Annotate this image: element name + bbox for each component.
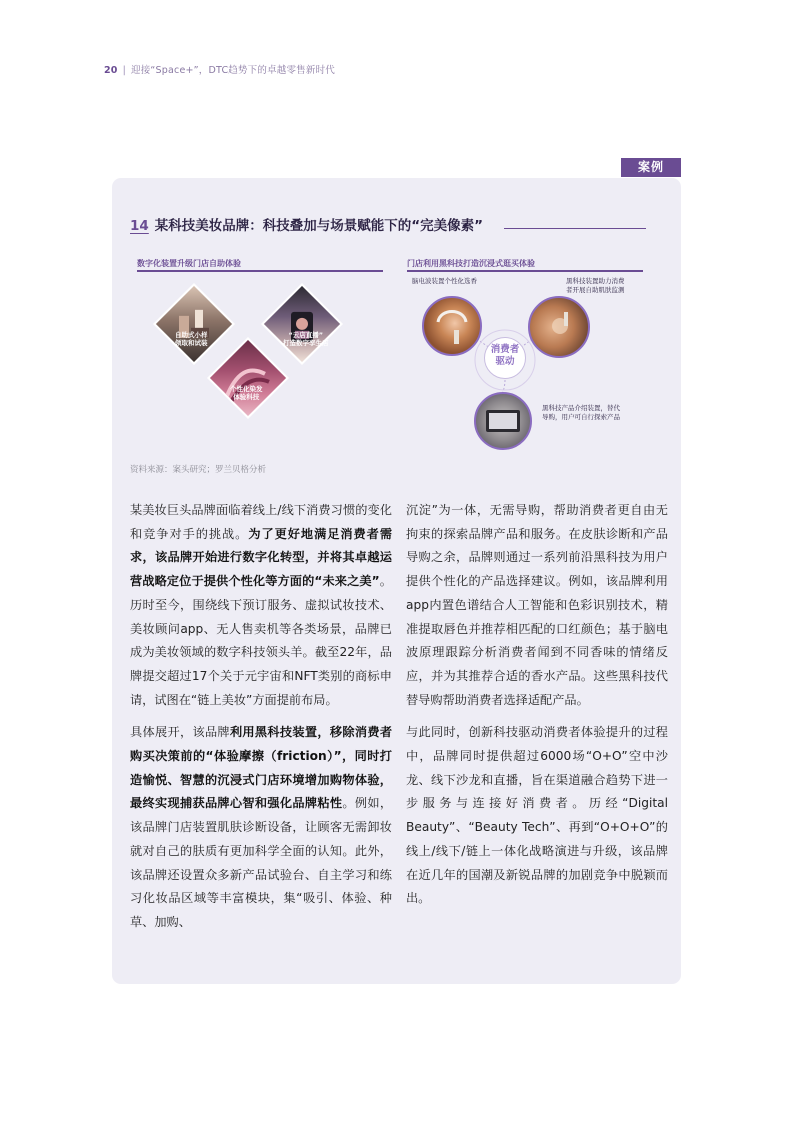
right-panel-rule bbox=[407, 270, 643, 272]
title-rule bbox=[504, 228, 646, 229]
left-panel-heading: 数字化装置升级门店自助体验 bbox=[137, 259, 241, 268]
diamond-label-1: 自助式小样 领取和试装 bbox=[175, 331, 208, 347]
headset-icon bbox=[424, 298, 480, 354]
diamond-label-2: “云店直播” 打造数字孪生店 bbox=[283, 331, 329, 347]
consumer-driven-hub bbox=[484, 337, 526, 379]
source-note: 资料来源：案头研究；罗兰贝格分析 bbox=[130, 465, 267, 475]
body-right-column bbox=[406, 499, 668, 920]
body-paragraph: 某美妆巨头品牌面临着线上/线下消费习惯的变化和竞争对手的挑战。为了更好地满足消费者需求，该品牌开始进行数字化转型，并将其卓越运营战略定位于提供个性化等方面的“未来之美”。历时至今，围绕线下预订服务、虚拟试妆技术、美妆顾问app、无人售卖机等各类场景，品牌已成为美妆领域的数字科技领头羊。截至22年，品牌提交超过17个关于元宇宙和NFT类别的商标申请，试图在“链上美妆”方面提前布局。 bbox=[130, 503, 393, 707]
photo-skin-monitor bbox=[528, 296, 590, 358]
body-paragraph: 具体展开，该品牌利用黑科技装置，移除消费者购买决策前的“体验摩擦（friction）”，同时打造愉悦、智慧的沉浸式门店环境增加购物体验，最终实现捕获品牌心智和强化品牌粘性。例如，该品牌门店装置肌肤诊断设备，让顾客无需卸妆就对自己的肤质有更加科学全面的认知。此外，该品牌还设置众多新产品试验台、自主学习和练习化妆品区域等丰富模块，集“吸引、体验、种草、加购、 bbox=[130, 725, 393, 929]
hub-label-2: 驱动 bbox=[495, 356, 515, 367]
right-panel-heading: 门店利用黑科技打造沉浸式逛买体验 bbox=[407, 259, 535, 268]
caption-skin-monitor: 黑科技装置助力消费 者开展自助肌肤监测 bbox=[566, 277, 625, 294]
case-tag: 案例 bbox=[621, 158, 681, 177]
body-paragraph: 与此同时，创新科技驱动消费者体验提升的过程中，品牌同时提供超过6000场“O+O”空中沙龙、线下沙龙和直播，旨在渠道融合趋势下进一步服务与连接好消费者。历经“Digital Beauty”、“Beauty Tech”、再到“O+O+O”的线上/线下/链上一体化战略演进与升级，该品牌在近几年的国潮及新锐品牌的加剧竞争中脱颖而出。 bbox=[406, 725, 668, 906]
photo-product-intro bbox=[474, 392, 532, 450]
tablet-icon bbox=[476, 394, 530, 448]
report-title: 迎接“Space+”，DTC趋势下的卓越零售新时代 bbox=[131, 65, 335, 76]
photo-brainwave-scent bbox=[422, 296, 482, 356]
running-header bbox=[104, 62, 335, 76]
body-left-column bbox=[130, 499, 392, 944]
header-separator: | bbox=[122, 65, 127, 76]
case-number: 14 bbox=[130, 218, 149, 234]
case-title-text: 某科技美妆品牌：科技叠加与场景赋能下的“完美像素” bbox=[154, 218, 484, 234]
caption-brainwave: 脑电波装置个性化选香 bbox=[412, 277, 477, 285]
left-panel-rule bbox=[137, 270, 383, 272]
body-paragraph: 沉淀”为一体，无需导购，帮助消费者更自由无拘束的探索品牌产品和服务。在皮肤诊断和产品导购之余，品牌则通过一系列前沿黑科技为用户提供个性化的产品选择建议。例如，该品牌利用app内置色谱结合人工智能和色彩识别技术，精准提取唇色并推荐相匹配的口红颜色；基于脑电波原理跟踪分析消费者闻到不同香味的情绪反应，并为其推荐合适的香水产品。这些黑科技代替导购帮助消费者选择适配产品。 bbox=[406, 503, 668, 707]
caption-product-intro: 黑科技产品介绍装置，替代 导购，用户可自行探索产品 bbox=[542, 404, 620, 421]
hub-label-1: 消费者 bbox=[490, 344, 520, 355]
skin-scan-icon bbox=[530, 298, 588, 356]
diamond-label-3: 个性化染发 体验科技 bbox=[230, 385, 263, 401]
case-title bbox=[130, 214, 650, 234]
page-number: 20 bbox=[104, 65, 118, 76]
